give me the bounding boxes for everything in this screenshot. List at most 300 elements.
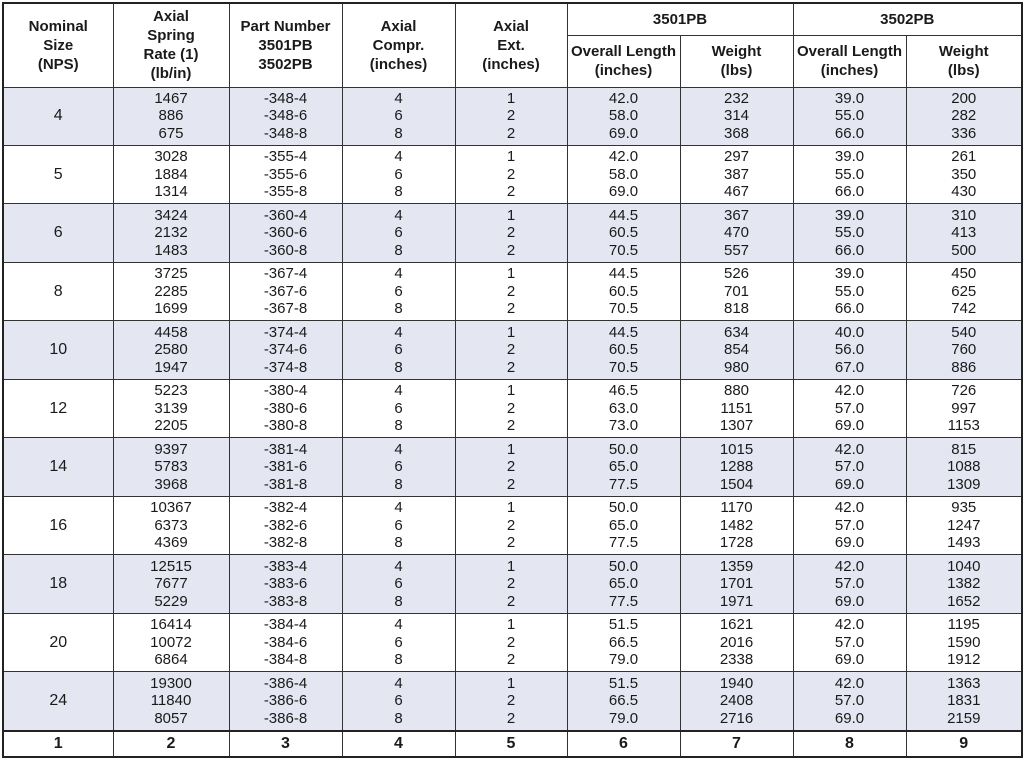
cell-value: 2	[506, 399, 516, 417]
cell-value: 297	[723, 148, 750, 166]
nominal-size-cell: 24	[3, 672, 113, 731]
axial-ext-cell	[455, 262, 567, 320]
cell-value: 997	[951, 399, 977, 417]
cell-value: 69.0	[834, 709, 865, 727]
axial-compr-cell	[342, 145, 455, 203]
part-number-cell	[229, 87, 342, 145]
cell-value: 8	[394, 475, 403, 493]
cell-value: 1	[506, 557, 516, 575]
header-weight-3502: Weight (lbs)	[906, 35, 1022, 87]
cell-value: -360-6	[263, 224, 308, 242]
cell-value: 1912	[947, 651, 981, 669]
cell-value: 57.0	[834, 633, 865, 651]
cell-value: 886	[158, 107, 184, 125]
axial-compr-cell	[342, 379, 455, 437]
weight-3501-cell	[680, 613, 793, 671]
cell-value: 57.0	[834, 575, 865, 593]
cell-value: 1153	[947, 417, 980, 435]
cell-value: 2132	[154, 224, 188, 242]
nominal-size-cell: 5	[3, 145, 113, 203]
cell-value: 2	[506, 282, 516, 300]
cell-value: 854	[723, 341, 750, 359]
column-number: 2	[113, 731, 229, 757]
nominal-size-cell: 20	[3, 613, 113, 671]
cell-value: 39.0	[834, 89, 865, 107]
cell-value: 42.0	[834, 440, 865, 458]
spring-rate-cell	[113, 204, 229, 262]
cell-value: 6	[394, 633, 403, 651]
cell-value: 3725	[154, 265, 188, 283]
column-number: 7	[680, 731, 793, 757]
cell-value: 470	[723, 224, 750, 242]
cell-value: 368	[723, 124, 750, 142]
part-number-cell	[229, 672, 342, 731]
cell-value: 73.0	[608, 417, 639, 435]
cell-value: 1493	[947, 534, 981, 552]
table-row	[3, 204, 1022, 262]
cell-value: 886	[951, 358, 977, 376]
cell-value: 3139	[154, 399, 188, 417]
cell-value: 387	[723, 165, 750, 183]
cell-value: -382-4	[263, 499, 308, 517]
weight-3502-cell	[906, 145, 1022, 203]
cell-value: 2716	[719, 709, 754, 727]
cell-value: 44.5	[608, 206, 639, 224]
table-row	[3, 87, 1022, 145]
header-spring-rate: Axial Spring Rate (1) (lb/in)	[113, 3, 229, 87]
cell-value: 5783	[154, 458, 188, 476]
cell-value: 55.0	[834, 224, 865, 242]
axial-compr-cell	[342, 672, 455, 731]
cell-value: 50.0	[608, 499, 639, 517]
cell-value: 4458	[154, 323, 188, 341]
cell-value: 625	[951, 282, 977, 300]
cell-value: 39.0	[834, 265, 865, 283]
cell-value: 4	[394, 674, 403, 692]
cell-value: 10367	[150, 499, 192, 517]
cell-value: 314	[723, 107, 750, 125]
cell-value: -380-6	[263, 399, 308, 417]
cell-value: 70.5	[608, 358, 639, 376]
table-row	[3, 555, 1022, 613]
cell-value: 42.0	[834, 557, 865, 575]
axial-ext-cell	[455, 438, 567, 496]
part-number-cell	[229, 379, 342, 437]
cell-value: -374-4	[263, 323, 308, 341]
cell-value: 1	[506, 265, 516, 283]
cell-value: 55.0	[834, 282, 865, 300]
cell-value: 1	[506, 382, 516, 400]
nominal-size-cell: 12	[3, 379, 113, 437]
overall-length-3501-cell	[567, 613, 680, 671]
table-body	[3, 87, 1022, 731]
cell-value: 16414	[150, 616, 192, 634]
cell-value: 50.0	[608, 440, 639, 458]
axial-compr-cell	[342, 438, 455, 496]
cell-value: 1288	[719, 458, 754, 476]
cell-value: 1309	[947, 475, 981, 493]
cell-value: -383-8	[263, 592, 308, 610]
cell-value: 726	[951, 382, 977, 400]
cell-value: 42.0	[834, 382, 865, 400]
axial-ext-cell	[455, 613, 567, 671]
spring-rate-cell	[113, 379, 229, 437]
cell-value: 4	[394, 382, 403, 400]
cell-value: 39.0	[834, 148, 865, 166]
cell-value: 557	[723, 241, 750, 259]
weight-3501-cell	[680, 145, 793, 203]
cell-value: 1728	[719, 534, 754, 552]
weight-3501-cell	[680, 672, 793, 731]
cell-value: 1	[506, 616, 516, 634]
cell-value: 1015	[719, 440, 754, 458]
weight-3501-cell	[680, 87, 793, 145]
axial-ext-cell	[455, 145, 567, 203]
cell-value: 2	[506, 475, 516, 493]
cell-value: 46.5	[608, 382, 639, 400]
overall-length-3501-cell	[567, 321, 680, 379]
cell-value: 4	[394, 89, 403, 107]
cell-value: -383-6	[263, 575, 308, 593]
cell-value: 44.5	[608, 323, 639, 341]
cell-value: 79.0	[608, 709, 639, 727]
cell-value: 66.0	[834, 300, 865, 318]
axial-ext-cell	[455, 555, 567, 613]
cell-value: -384-8	[263, 651, 308, 669]
axial-compr-cell	[342, 87, 455, 145]
cell-value: 1	[506, 206, 516, 224]
cell-value: 55.0	[834, 165, 865, 183]
cell-value: 69.0	[834, 475, 865, 493]
spring-rate-cell	[113, 145, 229, 203]
column-number: 1	[3, 731, 113, 757]
cell-value: 2338	[719, 651, 754, 669]
weight-3501-cell	[680, 438, 793, 496]
header-axial-ext: Axial Ext. (inches)	[455, 3, 567, 87]
column-number: 9	[906, 731, 1022, 757]
weight-3502-cell	[906, 87, 1022, 145]
weight-3501-cell	[680, 379, 793, 437]
axial-compr-cell	[342, 204, 455, 262]
overall-length-3501-cell	[567, 438, 680, 496]
overall-length-3501-cell	[567, 496, 680, 554]
cell-value: 1382	[947, 575, 981, 593]
cell-value: 2	[506, 341, 516, 359]
cell-value: 1359	[719, 557, 754, 575]
part-number-cell	[229, 555, 342, 613]
column-number: 8	[793, 731, 906, 757]
spring-rate-cell	[113, 438, 229, 496]
cell-value: 1940	[719, 674, 754, 692]
header-group-3502pb: 3502PB	[793, 3, 1022, 35]
cell-value: 200	[951, 89, 977, 107]
cell-value: 6	[394, 575, 403, 593]
overall-length-3502-cell	[793, 87, 906, 145]
cell-value: -381-6	[263, 458, 308, 476]
cell-value: 5223	[154, 382, 188, 400]
cell-value: 42.0	[608, 89, 639, 107]
overall-length-3501-cell	[567, 379, 680, 437]
cell-value: 60.5	[608, 282, 639, 300]
cell-value: 42.0	[608, 148, 639, 166]
cell-value: 2580	[154, 341, 188, 359]
cell-value: 69.0	[834, 417, 865, 435]
cell-value: 1831	[947, 692, 981, 710]
cell-value: 8	[394, 124, 403, 142]
spring-rate-cell	[113, 321, 229, 379]
overall-length-3502-cell	[793, 321, 906, 379]
spring-rate-cell	[113, 262, 229, 320]
spring-rate-cell	[113, 613, 229, 671]
nominal-size-cell: 4	[3, 87, 113, 145]
cell-value: 8	[394, 300, 403, 318]
cell-value: 66.0	[834, 124, 865, 142]
cell-value: -360-4	[263, 206, 308, 224]
cell-value: -386-4	[263, 674, 308, 692]
cell-value: 336	[951, 124, 977, 142]
cell-value: 4369	[154, 534, 188, 552]
nominal-size-cell: 18	[3, 555, 113, 613]
overall-length-3501-cell	[567, 204, 680, 262]
axial-compr-cell	[342, 496, 455, 554]
cell-value: 42.0	[834, 674, 865, 692]
column-number: 6	[567, 731, 680, 757]
cell-value: 232	[723, 89, 750, 107]
overall-length-3502-cell	[793, 555, 906, 613]
spring-rate-cell	[113, 555, 229, 613]
cell-value: 6	[394, 399, 403, 417]
axial-compr-cell	[342, 613, 455, 671]
weight-3501-cell	[680, 496, 793, 554]
cell-value: 2	[506, 417, 516, 435]
cell-value: 2	[506, 300, 516, 318]
spring-rate-cell	[113, 87, 229, 145]
table-row	[3, 672, 1022, 731]
table-row	[3, 438, 1022, 496]
cell-value: 7677	[154, 575, 188, 593]
cell-value: -384-6	[263, 633, 308, 651]
cell-value: 701	[723, 282, 750, 300]
cell-value: 2	[506, 633, 516, 651]
cell-value: 1884	[154, 165, 188, 183]
overall-length-3502-cell	[793, 438, 906, 496]
cell-value: 1467	[154, 89, 188, 107]
weight-3501-cell	[680, 321, 793, 379]
cell-value: 282	[951, 107, 977, 125]
cell-value: -374-6	[263, 341, 308, 359]
cell-value: 6	[394, 107, 403, 125]
nominal-size-cell: 16	[3, 496, 113, 554]
header-overall-length-3502: Overall Length (inches)	[793, 35, 906, 87]
header-axial-compr: Axial Compr. (inches)	[342, 3, 455, 87]
spring-rate-cell	[113, 672, 229, 731]
nominal-size-cell: 6	[3, 204, 113, 262]
part-number-cell	[229, 438, 342, 496]
cell-value: 6	[394, 282, 403, 300]
part-number-cell	[229, 204, 342, 262]
cell-value: -383-4	[263, 557, 308, 575]
cell-value: 57.0	[834, 692, 865, 710]
cell-value: 67.0	[834, 358, 865, 376]
cell-value: 44.5	[608, 265, 639, 283]
spring-rate-cell	[113, 496, 229, 554]
cell-value: 58.0	[608, 107, 639, 125]
overall-length-3501-cell	[567, 87, 680, 145]
cell-value: 1	[506, 89, 516, 107]
cell-value: 3968	[154, 475, 188, 493]
cell-value: 1	[506, 440, 516, 458]
cell-value: 2	[506, 183, 516, 201]
cell-value: 4	[394, 148, 403, 166]
cell-value: 1088	[947, 458, 981, 476]
overall-length-3502-cell	[793, 613, 906, 671]
cell-value: 51.5	[608, 674, 639, 692]
cell-value: 50.0	[608, 557, 639, 575]
cell-value: 1307	[719, 417, 754, 435]
cell-value: 66.5	[608, 633, 639, 651]
cell-value: 66.5	[608, 692, 639, 710]
weight-3502-cell	[906, 379, 1022, 437]
overall-length-3502-cell	[793, 379, 906, 437]
cell-value: 1621	[719, 616, 754, 634]
cell-value: 12515	[150, 557, 192, 575]
cell-value: 10072	[150, 633, 192, 651]
cell-value: -374-8	[263, 358, 308, 376]
cell-value: 77.5	[608, 592, 639, 610]
cell-value: 4	[394, 557, 403, 575]
cell-value: 818	[723, 300, 750, 318]
cell-value: 57.0	[834, 458, 865, 476]
cell-value: 2	[506, 358, 516, 376]
weight-3501-cell	[680, 262, 793, 320]
cell-value: 6373	[154, 516, 188, 534]
cell-value: 4	[394, 323, 403, 341]
axial-compr-cell	[342, 262, 455, 320]
cell-value: 11840	[150, 692, 192, 710]
cell-value: 8	[394, 183, 403, 201]
part-number-cell	[229, 262, 342, 320]
weight-3501-cell	[680, 555, 793, 613]
column-number: 3	[229, 731, 342, 757]
cell-value: 3424	[154, 206, 188, 224]
cell-value: 6	[394, 692, 403, 710]
cell-value: -355-6	[263, 165, 308, 183]
cell-value: 1247	[947, 516, 981, 534]
cell-value: 2408	[719, 692, 754, 710]
axial-ext-cell	[455, 496, 567, 554]
cell-value: 980	[723, 358, 750, 376]
part-number-cell	[229, 321, 342, 379]
cell-value: -355-4	[263, 148, 308, 166]
cell-value: -381-4	[263, 440, 308, 458]
cell-value: 540	[951, 323, 977, 341]
cell-value: 1	[506, 674, 516, 692]
cell-value: 42.0	[834, 616, 865, 634]
part-number-cell	[229, 496, 342, 554]
cell-value: 4	[394, 206, 403, 224]
weight-3502-cell	[906, 438, 1022, 496]
cell-value: -384-4	[263, 616, 308, 634]
axial-compr-cell	[342, 555, 455, 613]
cell-value: 6	[394, 165, 403, 183]
cell-value: 8	[394, 709, 403, 727]
overall-length-3502-cell	[793, 204, 906, 262]
cell-value: 69.0	[834, 651, 865, 669]
cell-value: 1652	[947, 592, 981, 610]
cell-value: 4	[394, 499, 403, 517]
cell-value: 367	[723, 206, 750, 224]
cell-value: 1701	[719, 575, 754, 593]
cell-value: 65.0	[608, 516, 639, 534]
cell-value: 2	[506, 458, 516, 476]
overall-length-3502-cell	[793, 496, 906, 554]
cell-value: 57.0	[834, 399, 865, 417]
cell-value: 1363	[947, 674, 981, 692]
cell-value: -380-4	[263, 382, 308, 400]
axial-ext-cell	[455, 87, 567, 145]
cell-value: 413	[951, 224, 977, 242]
overall-length-3501-cell	[567, 262, 680, 320]
cell-value: 8	[394, 358, 403, 376]
cell-value: 1482	[719, 516, 754, 534]
cell-value: 2	[506, 516, 516, 534]
cell-value: 66.0	[834, 241, 865, 259]
table-row	[3, 379, 1022, 437]
weight-3502-cell	[906, 204, 1022, 262]
spec-table	[2, 2, 1023, 758]
cell-value: 500	[951, 241, 977, 259]
cell-value: 2	[506, 592, 516, 610]
cell-value: 69.0	[608, 183, 639, 201]
column-number: 4	[342, 731, 455, 757]
weight-3502-cell	[906, 321, 1022, 379]
cell-value: -380-8	[263, 417, 308, 435]
weight-3502-cell	[906, 613, 1022, 671]
cell-value: 450	[951, 265, 977, 283]
cell-value: 69.0	[834, 592, 865, 610]
cell-value: 1590	[947, 633, 981, 651]
cell-value: 2	[506, 107, 516, 125]
cell-value: 65.0	[608, 575, 639, 593]
table-row	[3, 496, 1022, 554]
cell-value: 1971	[719, 592, 754, 610]
cell-value: 1947	[154, 358, 188, 376]
cell-value: 55.0	[834, 107, 865, 125]
cell-value: -367-4	[263, 265, 308, 283]
overall-length-3502-cell	[793, 262, 906, 320]
cell-value: 1170	[720, 499, 753, 517]
cell-value: 42.0	[834, 499, 865, 517]
axial-ext-cell	[455, 321, 567, 379]
cell-value: -348-6	[263, 107, 308, 125]
cell-value: 6	[394, 458, 403, 476]
cell-value: 58.0	[608, 165, 639, 183]
cell-value: 2	[506, 692, 516, 710]
cell-value: 79.0	[608, 651, 639, 669]
cell-value: 350	[951, 165, 977, 183]
cell-value: 40.0	[834, 323, 865, 341]
cell-value: 2	[506, 575, 516, 593]
header-group-3501pb: 3501PB	[567, 3, 793, 35]
cell-value: -382-8	[263, 534, 308, 552]
table-row	[3, 321, 1022, 379]
cell-value: 6	[394, 516, 403, 534]
cell-value: 1314	[154, 183, 188, 201]
cell-value: 1	[506, 499, 516, 517]
weight-3502-cell	[906, 496, 1022, 554]
cell-value: 65.0	[608, 458, 639, 476]
overall-length-3501-cell	[567, 555, 680, 613]
